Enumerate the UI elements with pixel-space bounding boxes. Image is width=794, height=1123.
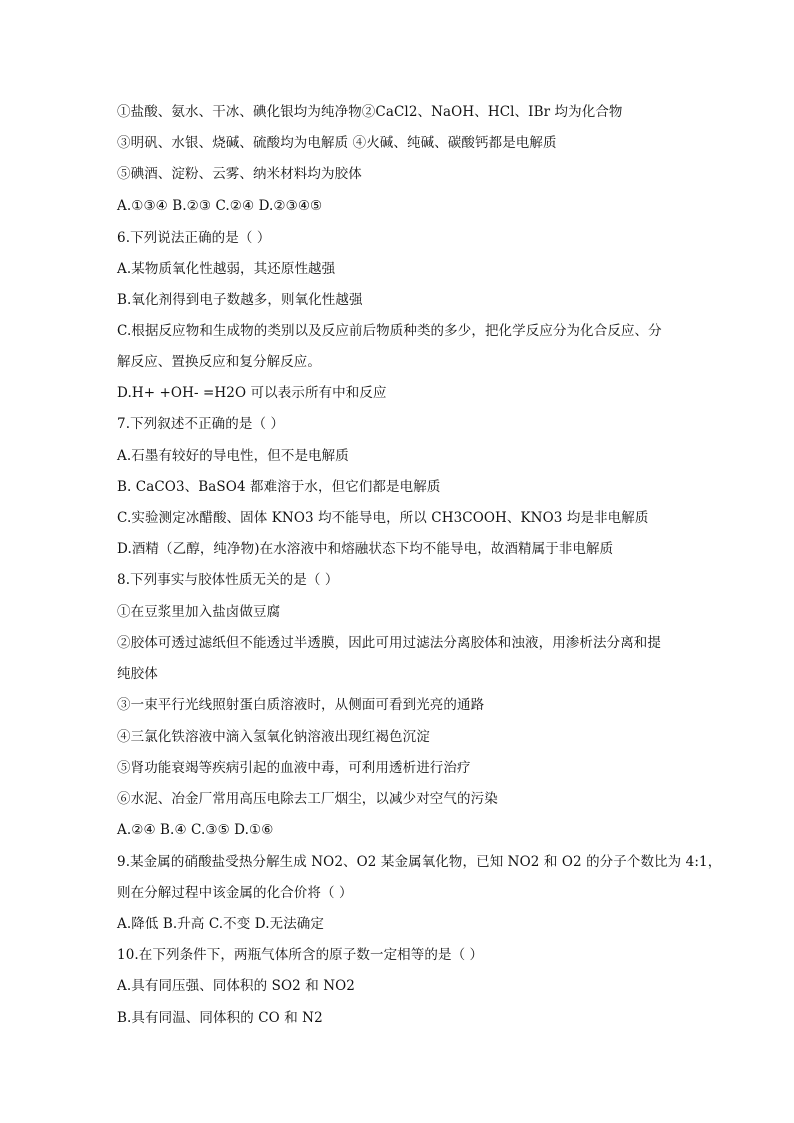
statement-4: ④三氯化铁溶液中滴入氢氧化钠溶液出现红褐色沉淀	[117, 729, 430, 745]
option-b: B.具有同温、同体积的 CO 和 N2	[117, 1010, 323, 1026]
text-line: ⑤碘酒、淀粉、云雾、纳米材料均为胶体	[117, 166, 362, 182]
option-c: C.实验测定冰醋酸、固体 KNO3 均不能导电，所以 CH3COOH、KNO3 均是非电解质	[117, 510, 649, 526]
option-a: A.某物质氧化性越弱，其还原性越强	[117, 261, 336, 277]
statement-1: ①在豆浆里加入盐卤做豆腐	[117, 604, 281, 620]
statement-6: ⑥水泥、冶金厂常用高压电除去工厂烟尘，以减少对空气的污染	[117, 791, 498, 807]
option-c-continued: 解反应、置换反应和复分解反应。	[117, 354, 321, 370]
answer-options: A.②④ B.④ C.③⑤ D.①⑥	[117, 822, 274, 838]
question-9-continued: 则在分解过程中该金属的化合价将（ ）	[117, 885, 353, 901]
answer-options: A.①③④ B.②③ C.②④ D.②③④⑤	[117, 198, 323, 214]
question-8: 8.下列事实与胶体性质无关的是（ ）	[117, 572, 339, 588]
question-10: 10.在下列条件下，两瓶气体所含的原子数一定相等的是（ ）	[117, 947, 484, 963]
statement-3: ③一束平行光线照射蛋白质溶液时，从侧面可看到光亮的通路	[117, 697, 485, 713]
text-line: ③明矾、水银、烧碱、硫酸均为电解质 ④火碱、纯碱、碳酸钙都是电解质	[117, 135, 557, 151]
option-b: B. CaCO3、BaSO4 都难溶于水，但它们都是电解质	[117, 479, 441, 495]
question-6: 6.下列说法正确的是（ ）	[117, 230, 271, 246]
question-9: 9.某金属的硝酸盐受热分解生成 NO2、O2 某金属氧化物，已知 NO2 和 O2 的分子个数比为 4:1，	[117, 854, 722, 870]
answer-options: A.降低 B.升高 C.不变 D.无法确定	[117, 916, 324, 932]
text-line: ①盐酸、氨水、干冰、碘化银均为纯净物②CaCl2、NaOH、HCl、IBr 均为化合物	[117, 104, 623, 120]
statement-2: ②胶体可透过滤纸但不能透过半透膜，因此可用过滤法分离胶体和浊液，用渗析法分离和提	[117, 635, 661, 651]
statement-5: ⑤肾功能衰竭等疾病引起的血液中毒，可利用透析进行治疗	[117, 760, 471, 776]
option-c: C.根据反应物和生成物的类别以及反应前后物质种类的多少，把化学反应分为化合反应、分	[117, 323, 662, 339]
option-d: D.H+ +OH- =H2O 可以表示所有中和反应	[117, 385, 387, 401]
option-a: A.具有同压强、同体积的 SO2 和 NO2	[117, 978, 355, 994]
statement-2-continued: 纯胶体	[117, 666, 158, 682]
option-b: B.氧化剂得到电子数越多，则氧化性越强	[117, 292, 363, 308]
question-7: 7.下列叙述不正确的是（ ）	[117, 416, 285, 432]
option-d: D.酒精（乙醇，纯净物)在水溶液中和熔融状态下均不能导电，故酒精属于非电解质	[117, 541, 614, 557]
option-a: A.石墨有较好的导电性，但不是电解质	[117, 448, 349, 464]
